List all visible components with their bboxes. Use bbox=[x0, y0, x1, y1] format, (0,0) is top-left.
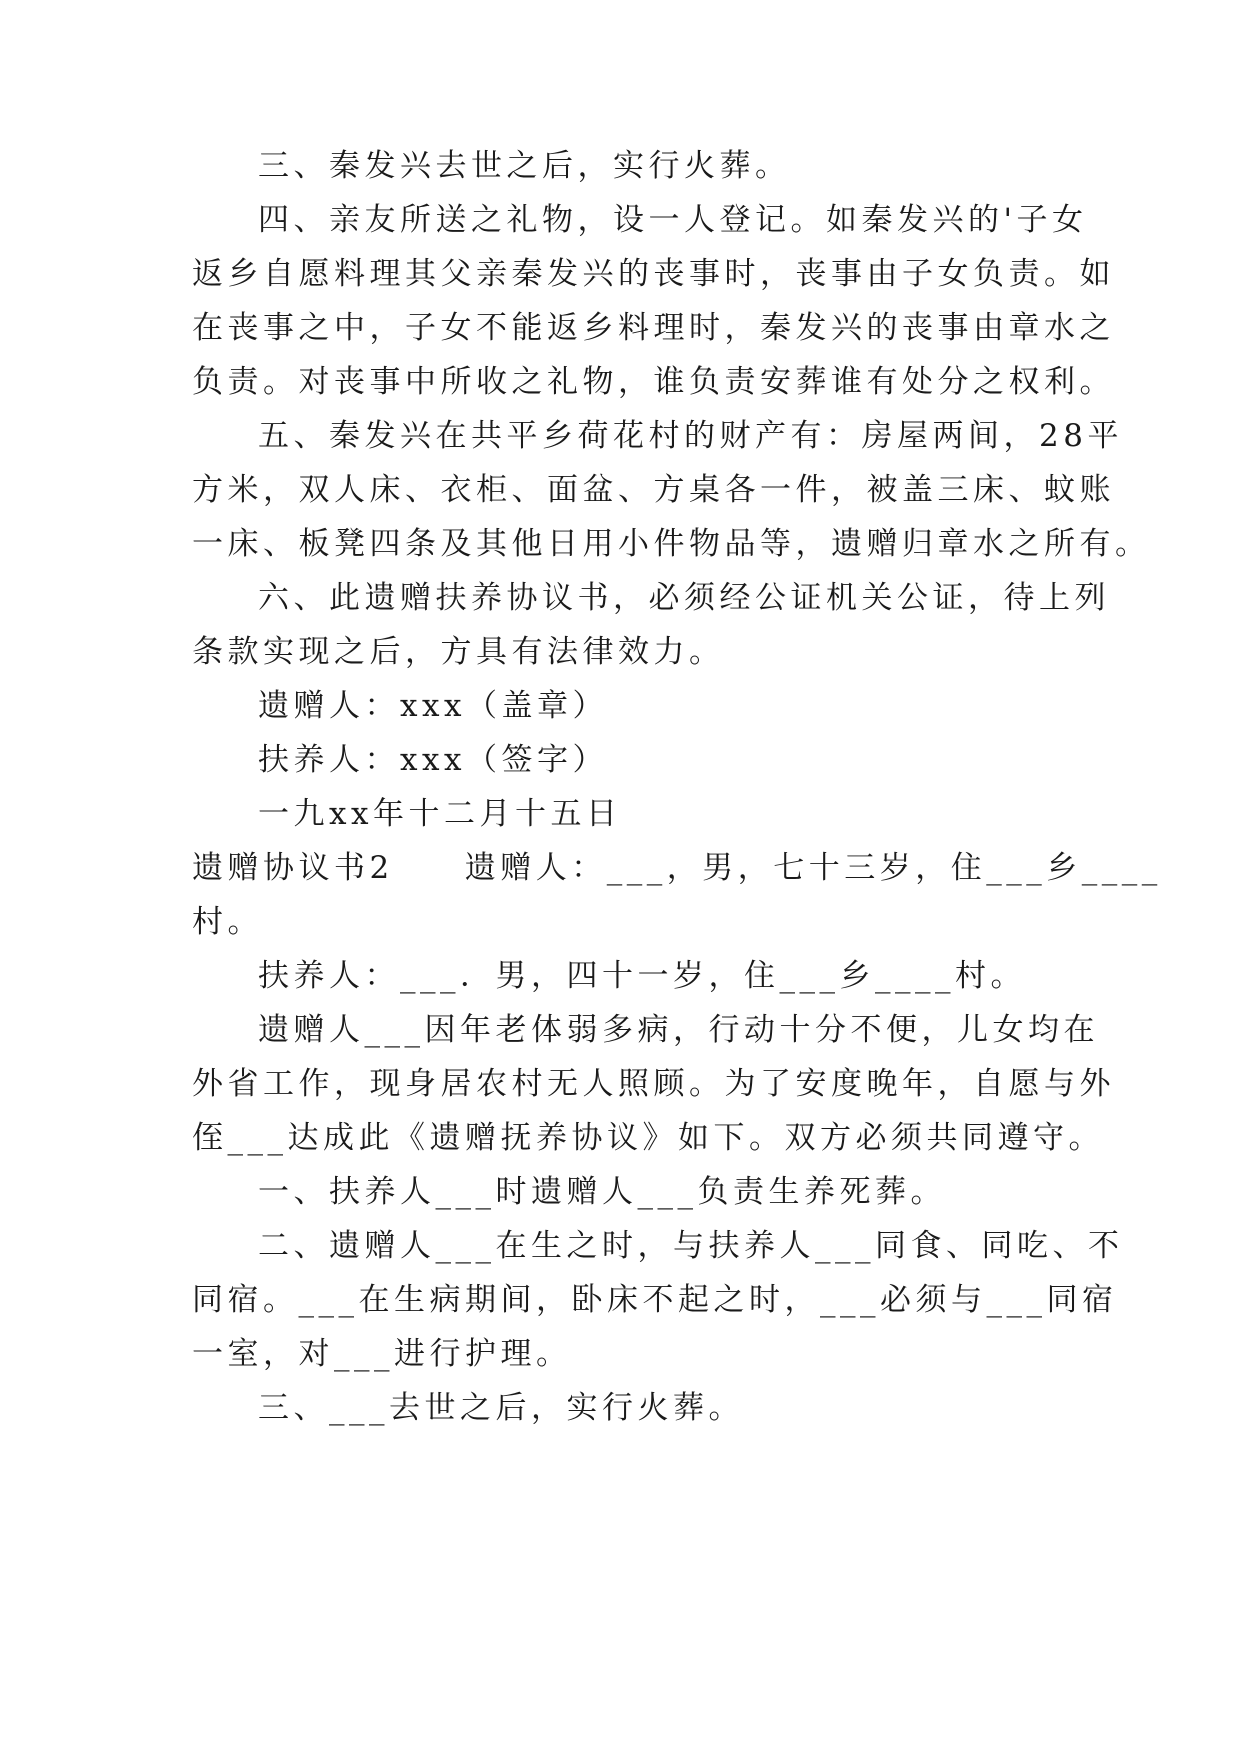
clause-4-line-2: 返乡自愿料理其父亲秦发兴的丧事时，丧事由子女负责。如 bbox=[192, 256, 1115, 292]
preamble-line-1: 遗赠人___因年老体弱多病，行动十分不便，儿女均在 bbox=[258, 1012, 1099, 1048]
clause-2-line-3: 一室，对___进行护理。 bbox=[192, 1336, 572, 1372]
supporter-signature: 扶养人：xxx（签字） bbox=[258, 742, 608, 778]
clause-1: 一、扶养人___时遗赠人___负责生养死葬。 bbox=[258, 1174, 946, 1210]
clause-4-line-4: 负责。对丧事中所收之礼物，谁负责安葬谁有处分之权利。 bbox=[192, 364, 1115, 400]
clause-2-line-1: 二、遗赠人___在生之时，与扶养人___同食、同吃、不 bbox=[258, 1228, 1124, 1264]
clause-3-line-1: 三、___去世之后，实行火葬。 bbox=[258, 1390, 744, 1426]
clause-5-line-2: 方米，双人床、衣柜、面盆、方桌各一件，被盖三床、蚊账 bbox=[192, 472, 1115, 508]
supporter-info: 扶养人：___．男，四十一岁，住___乡____村。 bbox=[258, 958, 1026, 994]
clause-4-line-3: 在丧事之中，子女不能返乡料理时，秦发兴的丧事由章水之 bbox=[192, 310, 1115, 346]
clause-5-line-1: 五、秦发兴在共平乡荷花村的财产有：房屋两间，28平 bbox=[258, 418, 1123, 454]
agreement-2-heading: 遗赠协议书2 遗赠人：___，男，七十三岁，住___乡____ bbox=[192, 850, 1162, 886]
clause-4-line-1: 四、亲友所送之礼物，设一人登记。如秦发兴的'子女 bbox=[258, 202, 1088, 238]
clause-6-line-2: 条款实现之后，方具有法律效力。 bbox=[192, 634, 725, 670]
clause-6-line-1: 六、此遗赠扶养协议书，必须经公证机关公证，待上列 bbox=[258, 580, 1110, 616]
clause-3-cremation: 三、秦发兴去世之后，实行火葬。 bbox=[258, 148, 791, 184]
clause-2-line-2: 同宿。___在生病期间，卧床不起之时，___必须与___同宿 bbox=[192, 1282, 1118, 1318]
signing-date: 一九xx年十二月十五日 bbox=[258, 796, 622, 832]
agreement-2-heading-cont: 村。 bbox=[192, 904, 263, 940]
preamble-line-2: 外省工作，现身居农村无人照顾。为了安度晚年，自愿与外 bbox=[192, 1066, 1115, 1102]
preamble-line-3: 侄___达成此《遗赠抚养协议》如下。双方必须共同遵守。 bbox=[192, 1120, 1104, 1156]
bequeather-signature: 遗赠人：xxx（盖章） bbox=[258, 688, 608, 724]
clause-5-line-3: 一床、板凳四条及其他日用小件物品等，遗赠归章水之所有。 bbox=[192, 526, 1151, 562]
